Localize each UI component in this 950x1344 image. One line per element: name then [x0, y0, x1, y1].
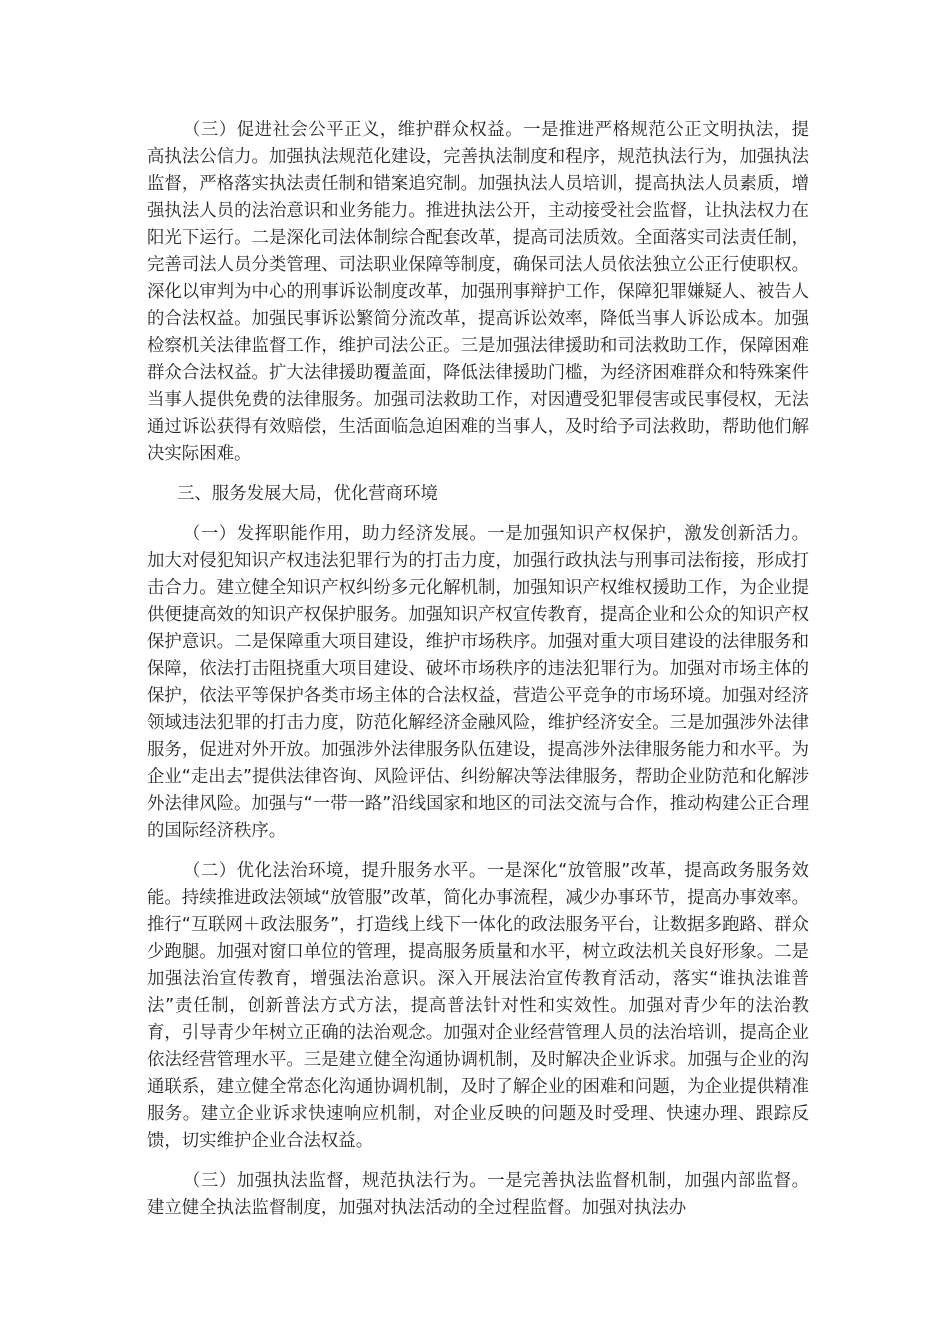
paragraph-promote-social-fairness: （三）促进社会公平正义，维护群众权益。一是推进严格规范公正文明执法，提高执法公信力。加强执法规范化建设，完善执法制度和程序，规范执法行为，加强执法监督，严格落实执法责任制和错案追究制。加强执法人员培训，提高执法人员素质，增强执法人员的法治意识和业务能力。推进执法公开，主动接受社会监督，让执法权力在阳光下运行。二是深化司法体制综合配套改革，提高司法质效。全面落实司法责任制，完善司法人员分类管理、司法职业保障等制度，确保司法人员依法独立公正行使职权。深化以审判为中心的刑事诉讼制度改革，加强刑事辩护工作，保障犯罪嫌疑人、被告人的合法权益。加强民事诉讼繁简分流改革，提高诉讼效率，降低当事人诉讼成本。加强检察机关法律监督工作，维护司法公正。三是加强法律援助和司法救助工作，保障困难群众合法权益。扩大法律援助覆盖面，降低法律援助门槛，为经济困难群众和特殊案件当事人提供免费的法律服务。加强司法救助工作，对因遭受犯罪侵害或民事侵权，无法通过诉讼获得有效赔偿，生活面临急迫困难的当事人，及时给予司法救助，帮助他们解决实际困难。 [147, 120, 809, 464]
paragraph-law-enforcement-supervision: （三）加强执法监督，规范执法行为。一是完善执法监督机制，加强内部监督。建立健全执法监督制度，加强对执法活动的全过程监督。加强对执法办 [147, 1171, 809, 1218]
paragraph-legal-environment: （二）优化法治环境，提升服务水平。一是深化“放管服”改革，提高政务服务效能。持续推进政法领域“放管服”改革，简化办事流程，减少办事环节，提高办事效率。推行“互联网＋政法服务”，打造线上线下一体化的政法服务平台，让数据多跑路、群众少跑腿。加强对窗口单位的管理，提高服务质量和水平，树立政法机关良好形象。二是加强法治宣传教育，增强法治意识。深入开展法治宣传教育活动，落实“谁执法谁普法”责任制，创新普法方式方法，提高普法针对性和实效性。加强对青少年的法治教育，引导青少年树立正确的法治观念。加强对企业经营管理人员的法治培训，提高企业依法经营管理水平。三是建立健全沟通协调机制，及时解决企业诉求。加强与企业的沟通联系，建立健全常态化沟通协调机制，及时了解企业的困难和问题，为企业提供精准服务。建立企业诉求快速响应机制，对企业反映的问题及时受理、快速办理、跟踪反馈，切实维护企业合法权益。 [147, 861, 809, 1151]
document-page [147, 117, 809, 1235]
paragraph-economic-development: （一）发挥职能作用，助力经济发展。一是加强知识产权保护，激发创新活力。加大对侵犯知识产权违法犯罪行为的打击力度，加强行政执法与刑事司法衔接，形成打击合力。建立健全知识产权纠纷多元化解机制，加强知识产权维权援助工作，为企业提供便捷高效的知识产权保护服务。加强知识产权宣传教育，提高企业和公众的知识产权保护意识。二是保障重大项目建设，维护市场秩序。加强对重大项目建设的法律服务和保障，依法打击阻挠重大项目建设、破坏市场秩序的违法犯罪行为。加强对市场主体的保护，依法平等保护各类市场主体的合法权益，营造公平竞争的市场环境。加强对经济领域违法犯罪的打击力度，防范化解经济金融风险，维护经济安全。三是加强涉外法律服务，促进对外开放。加强涉外法律服务队伍建设，提高涉外法律服务能力和水平。为企业“走出去”提供法律咨询、风险评估、纠纷解决等法律服务，帮助企业防范和化解涉外法律风险。加强与“一带一路”沿线国家和地区的司法交流与合作，推动构建公正合理的国际经济秩序。 [147, 524, 809, 841]
section-heading-serve-development: 三、服务发展大局，优化营商环境 [177, 484, 438, 504]
